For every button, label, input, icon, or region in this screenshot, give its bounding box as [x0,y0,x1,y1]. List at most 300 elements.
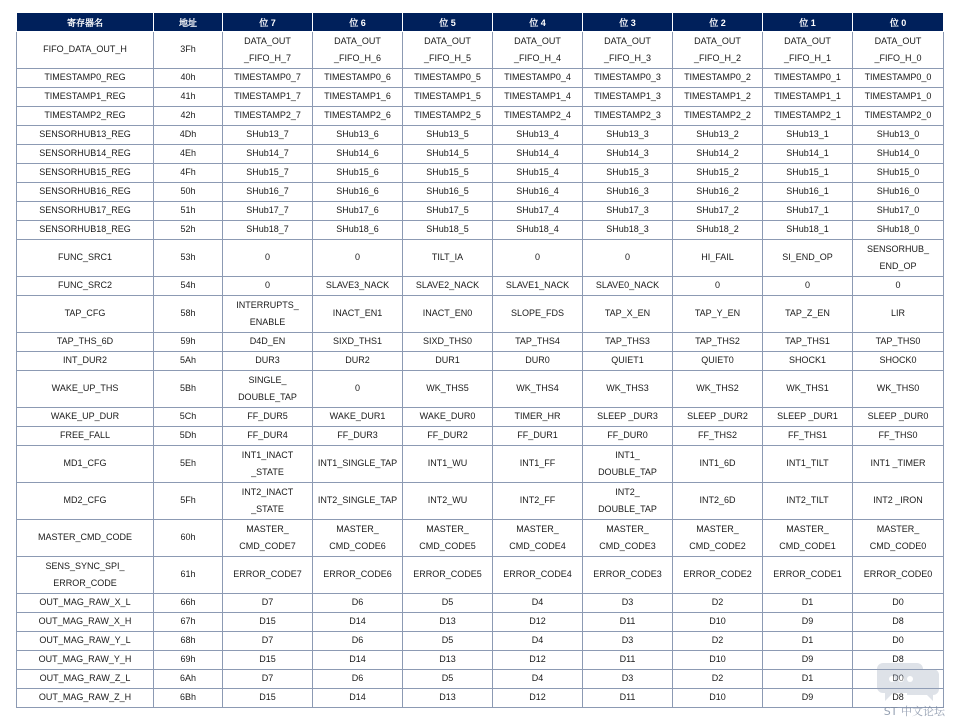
register-name-cell: TIMESTAMP0_REG [17,69,154,88]
bit-cell: TIMESTAMP0_6 [313,69,403,88]
bit-cell: SHub18_1 [763,221,853,240]
register-address-cell: 41h [154,88,223,107]
register-address-cell: 42h [154,107,223,126]
bit-cell: SI_END_OP [763,240,853,277]
register-name-cell: WAKE_UP_THS [17,371,154,408]
register-address-cell: 68h [154,632,223,651]
bit-cell: SLEEP _DUR0 [853,408,944,427]
bit-cell: SHub15_5 [403,164,493,183]
register-name-cell: INT_DUR2 [17,352,154,371]
bit-cell: ERROR_CODE5 [403,557,493,594]
bit-cell: ERROR_CODE4 [493,557,583,594]
bit-cell: TIMESTAMP1_2 [673,88,763,107]
bit-cell: D9 [763,689,853,708]
column-header: 位 0 [853,13,944,32]
register-table [16,13,944,708]
bit-cell: MASTER_ CMD_CODE7 [223,520,313,557]
register-address-cell: 51h [154,202,223,221]
bit-cell: D4 [493,670,583,689]
bit-cell: D3 [583,670,673,689]
bit-cell: INT1_TILT [763,446,853,483]
bit-cell: SHub15_7 [223,164,313,183]
bit-cell: TIMESTAMP2_5 [403,107,493,126]
column-header: 位 1 [763,13,853,32]
register-name-cell: MASTER_CMD_CODE [17,520,154,557]
bit-cell: 0 [313,240,403,277]
bit-cell: INT2_TILT [763,483,853,520]
register-name-cell: SENSORHUB14_REG [17,145,154,164]
column-header: 位 7 [223,13,313,32]
bit-cell: DATA_OUT _FIFO_H_0 [853,32,944,69]
table-row [17,145,944,164]
bit-cell: TIMESTAMP1_1 [763,88,853,107]
bit-cell: D6 [313,632,403,651]
register-name-cell: FUNC_SRC1 [17,240,154,277]
bit-cell: SHub18_5 [403,221,493,240]
bit-cell: INT1_FF [493,446,583,483]
bit-cell: HI_FAIL [673,240,763,277]
bit-cell: SENSORHUB_ END_OP [853,240,944,277]
register-name-cell: SENSORHUB18_REG [17,221,154,240]
bit-cell: TIMESTAMP2_3 [583,107,673,126]
table-row [17,183,944,202]
bit-cell: TILT_IA [403,240,493,277]
bit-cell: MASTER_ CMD_CODE5 [403,520,493,557]
bit-cell: SHub17_3 [583,202,673,221]
bit-cell: D7 [223,632,313,651]
bit-cell: SHub15_2 [673,164,763,183]
bit-cell: TIMESTAMP1_0 [853,88,944,107]
register-name-cell: TAP_THS_6D [17,333,154,352]
table-row [17,427,944,446]
register-address-cell: 6Bh [154,689,223,708]
bit-cell: SHub16_2 [673,183,763,202]
bit-cell: TIMESTAMP1_3 [583,88,673,107]
bit-cell: TIMESTAMP0_3 [583,69,673,88]
register-name-cell: SENSORHUB13_REG [17,126,154,145]
table-row [17,352,944,371]
bit-cell: D13 [403,651,493,670]
bit-cell: SHOCK0 [853,352,944,371]
bit-cell: ERROR_CODE1 [763,557,853,594]
bit-cell: SHub17_5 [403,202,493,221]
bit-cell: SLOPE_FDS [493,296,583,333]
bit-cell: MASTER_ CMD_CODE2 [673,520,763,557]
bit-cell: 0 [673,277,763,296]
bit-cell: SLEEP _DUR3 [583,408,673,427]
bit-cell: TAP_THS1 [763,333,853,352]
bit-cell: TIMESTAMP1_5 [403,88,493,107]
register-name-cell: OUT_MAG_RAW_X_L [17,594,154,613]
register-address-cell: 4Eh [154,145,223,164]
register-name-cell: TIMESTAMP1_REG [17,88,154,107]
register-name-cell: FREE_FALL [17,427,154,446]
register-name-cell: FIFO_DATA_OUT_H [17,32,154,69]
bit-cell: 0 [583,240,673,277]
bit-cell: FF_DUR3 [313,427,403,446]
bit-cell: TAP_THS4 [493,333,583,352]
bit-cell: 0 [313,371,403,408]
bit-cell: SHub18_2 [673,221,763,240]
bit-cell: D7 [223,594,313,613]
table-row [17,107,944,126]
bit-cell: SHub17_4 [493,202,583,221]
bit-cell: SHub14_6 [313,145,403,164]
bit-cell: SHub16_5 [403,183,493,202]
register-address-cell: 6Ah [154,670,223,689]
register-name-cell: OUT_MAG_RAW_Y_H [17,651,154,670]
table-row [17,69,944,88]
bit-cell: LIR [853,296,944,333]
register-address-cell: 5Fh [154,483,223,520]
bit-cell: FF_DUR4 [223,427,313,446]
bit-cell: SHub17_2 [673,202,763,221]
register-address-cell: 4Fh [154,164,223,183]
table-header-row [17,13,944,32]
bit-cell: INT1_6D [673,446,763,483]
table-row [17,296,944,333]
table-row [17,446,944,483]
bit-cell: SHub17_7 [223,202,313,221]
bit-cell: ERROR_CODE3 [583,557,673,594]
register-name-cell: WAKE_UP_DUR [17,408,154,427]
table-row [17,408,944,427]
bit-cell: D12 [493,689,583,708]
register-address-cell: 5Bh [154,371,223,408]
bit-cell: WK_THS4 [493,371,583,408]
bit-cell: MASTER_ CMD_CODE1 [763,520,853,557]
bit-cell: D3 [583,594,673,613]
bit-cell: TIMER_HR [493,408,583,427]
bit-cell: TIMESTAMP1_7 [223,88,313,107]
register-address-cell: 66h [154,594,223,613]
column-header: 位 4 [493,13,583,32]
table-row [17,557,944,594]
bit-cell: D12 [493,651,583,670]
bit-cell: INT2_WU [403,483,493,520]
bit-cell: INT2_FF [493,483,583,520]
bit-cell: SHub18_0 [853,221,944,240]
bit-cell: TIMESTAMP0_1 [763,69,853,88]
table-row [17,371,944,408]
bit-cell: SLEEP _DUR2 [673,408,763,427]
bit-cell: D8 [853,651,944,670]
bit-cell: SLAVE1_NACK [493,277,583,296]
bit-cell: INT1_INACT _STATE [223,446,313,483]
bit-cell: DUR2 [313,352,403,371]
bit-cell: TIMESTAMP1_4 [493,88,583,107]
bit-cell: FF_THS0 [853,427,944,446]
bit-cell: D8 [853,689,944,708]
bit-cell: SHub14_7 [223,145,313,164]
bit-cell: SHub13_1 [763,126,853,145]
bit-cell: TAP_Z_EN [763,296,853,333]
bit-cell: MASTER_ CMD_CODE6 [313,520,403,557]
bit-cell: SIXD_THS0 [403,333,493,352]
bit-cell: D14 [313,689,403,708]
bit-cell: FF_DUR5 [223,408,313,427]
register-address-cell: 5Ch [154,408,223,427]
bit-cell: TAP_THS2 [673,333,763,352]
bit-cell: ERROR_CODE6 [313,557,403,594]
bit-cell: SHub17_6 [313,202,403,221]
bit-cell: INT2_INACT _STATE [223,483,313,520]
bit-cell: DATA_OUT _FIFO_H_6 [313,32,403,69]
bit-cell: D2 [673,670,763,689]
bit-cell: D5 [403,632,493,651]
table-row [17,651,944,670]
bit-cell: SHub17_0 [853,202,944,221]
bit-cell: TIMESTAMP0_5 [403,69,493,88]
bit-cell: TIMESTAMP0_0 [853,69,944,88]
bit-cell: SHOCK1 [763,352,853,371]
bit-cell: SHub17_1 [763,202,853,221]
bit-cell: SHub14_2 [673,145,763,164]
bit-cell: SHub16_6 [313,183,403,202]
table-row [17,520,944,557]
table-row [17,126,944,145]
bit-cell: FF_DUR1 [493,427,583,446]
table-row [17,632,944,651]
table-row [17,277,944,296]
bit-cell: D10 [673,689,763,708]
bit-cell: TIMESTAMP1_6 [313,88,403,107]
bit-cell: SHub13_0 [853,126,944,145]
bit-cell: DUR1 [403,352,493,371]
bit-cell: INACT_EN1 [313,296,403,333]
table-row [17,594,944,613]
register-address-cell: 5Dh [154,427,223,446]
bit-cell: SHub13_6 [313,126,403,145]
register-name-cell: OUT_MAG_RAW_Y_L [17,632,154,651]
bit-cell: TAP_THS3 [583,333,673,352]
table-body [17,32,944,708]
register-address-cell: 60h [154,520,223,557]
table-row [17,333,944,352]
register-address-cell: 67h [154,613,223,632]
table-row [17,88,944,107]
register-name-cell: SENSORHUB17_REG [17,202,154,221]
bit-cell: SHub14_5 [403,145,493,164]
bit-cell: QUIET0 [673,352,763,371]
bit-cell: SHub16_7 [223,183,313,202]
bit-cell: D12 [493,613,583,632]
register-name-cell: TAP_CFG [17,296,154,333]
bit-cell: SHub14_4 [493,145,583,164]
bit-cell: MASTER_ CMD_CODE3 [583,520,673,557]
bit-cell: SHub15_4 [493,164,583,183]
register-address-cell: 40h [154,69,223,88]
bit-cell: DATA_OUT _FIFO_H_1 [763,32,853,69]
bit-cell: TIMESTAMP0_7 [223,69,313,88]
bit-cell: DATA_OUT _FIFO_H_7 [223,32,313,69]
register-address-cell: 59h [154,333,223,352]
column-header: 位 6 [313,13,403,32]
bit-cell: D5 [403,670,493,689]
bit-cell: D13 [403,689,493,708]
bit-cell: 0 [493,240,583,277]
bit-cell: 0 [853,277,944,296]
bit-cell: INTERRUPTS_ ENABLE [223,296,313,333]
bit-cell: SHub18_4 [493,221,583,240]
table-row [17,202,944,221]
bit-cell: SHub18_3 [583,221,673,240]
bit-cell: FF_DUR2 [403,427,493,446]
register-address-cell: 50h [154,183,223,202]
bit-cell: D4D_EN [223,333,313,352]
bit-cell: D13 [403,613,493,632]
bit-cell: INT1 _TIMER [853,446,944,483]
bit-cell: D4 [493,594,583,613]
bit-cell: WK_THS0 [853,371,944,408]
bit-cell: TAP_Y_EN [673,296,763,333]
register-name-cell: MD2_CFG [17,483,154,520]
bit-cell: TIMESTAMP2_0 [853,107,944,126]
bit-cell: DUR3 [223,352,313,371]
bit-cell: SLAVE2_NACK [403,277,493,296]
register-address-cell: 3Fh [154,32,223,69]
column-header: 位 5 [403,13,493,32]
bit-cell: MASTER_ CMD_CODE0 [853,520,944,557]
bit-cell: SINGLE_ DOUBLE_TAP [223,371,313,408]
bit-cell: 0 [763,277,853,296]
bit-cell: INT2_6D [673,483,763,520]
bit-cell: D15 [223,689,313,708]
bit-cell: INT2 _IRON [853,483,944,520]
bit-cell: WAKE_DUR1 [313,408,403,427]
bit-cell: SHub16_3 [583,183,673,202]
bit-cell: INT1_SINGLE_TAP [313,446,403,483]
bit-cell: D11 [583,651,673,670]
bit-cell: TIMESTAMP2_2 [673,107,763,126]
bit-cell: D0 [853,670,944,689]
register-name-cell: SENSORHUB16_REG [17,183,154,202]
bit-cell: TIMESTAMP2_7 [223,107,313,126]
bit-cell: D6 [313,670,403,689]
table-row [17,240,944,277]
bit-cell: SIXD_THS1 [313,333,403,352]
table-row [17,689,944,708]
bit-cell: D1 [763,670,853,689]
bit-cell: D15 [223,651,313,670]
register-address-cell: 5Ah [154,352,223,371]
column-header: 位 2 [673,13,763,32]
register-name-cell: SENS_SYNC_SPI_ ERROR_CODE [17,557,154,594]
bit-cell: DATA_OUT _FIFO_H_2 [673,32,763,69]
bit-cell: SHub13_7 [223,126,313,145]
bit-cell: SLAVE3_NACK [313,277,403,296]
register-address-cell: 58h [154,296,223,333]
bit-cell: WK_THS2 [673,371,763,408]
bit-cell: FF_THS2 [673,427,763,446]
bit-cell: MASTER_ CMD_CODE4 [493,520,583,557]
bit-cell: TIMESTAMP0_4 [493,69,583,88]
column-header: 地址 [154,13,223,32]
bit-cell: SHub15_6 [313,164,403,183]
bit-cell: TAP_X_EN [583,296,673,333]
table-row [17,483,944,520]
register-address-cell: 4Dh [154,126,223,145]
bit-cell: TAP_THS0 [853,333,944,352]
bit-cell: TIMESTAMP0_2 [673,69,763,88]
bit-cell: D2 [673,632,763,651]
bit-cell: TIMESTAMP2_4 [493,107,583,126]
bit-cell: DUR0 [493,352,583,371]
bit-cell: D11 [583,689,673,708]
table-row [17,164,944,183]
bit-cell: D0 [853,594,944,613]
table-row [17,670,944,689]
bit-cell: SHub14_1 [763,145,853,164]
bit-cell: D9 [763,613,853,632]
table-row [17,32,944,69]
bit-cell: INACT_EN0 [403,296,493,333]
bit-cell: WK_THS5 [403,371,493,408]
bit-cell: SHub16_0 [853,183,944,202]
bit-cell: SLEEP _DUR1 [763,408,853,427]
register-address-cell: 5Eh [154,446,223,483]
bit-cell: SHub15_0 [853,164,944,183]
register-address-cell: 53h [154,240,223,277]
bit-cell: D4 [493,632,583,651]
bit-cell: D3 [583,632,673,651]
bit-cell: D10 [673,613,763,632]
register-name-cell: FUNC_SRC2 [17,277,154,296]
bit-cell: D6 [313,594,403,613]
register-name-cell: OUT_MAG_RAW_Z_H [17,689,154,708]
bit-cell: SHub15_1 [763,164,853,183]
bit-cell: WAKE_DUR0 [403,408,493,427]
bit-cell: SHub18_6 [313,221,403,240]
bit-cell: SHub14_3 [583,145,673,164]
bit-cell: ERROR_CODE2 [673,557,763,594]
register-address-cell: 52h [154,221,223,240]
bit-cell: 0 [223,240,313,277]
bit-cell: TIMESTAMP2_1 [763,107,853,126]
bit-cell: ERROR_CODE7 [223,557,313,594]
bit-cell: D8 [853,613,944,632]
register-name-cell: TIMESTAMP2_REG [17,107,154,126]
bit-cell: D10 [673,651,763,670]
bit-cell: D15 [223,613,313,632]
bit-cell: WK_THS3 [583,371,673,408]
bit-cell: FF_THS1 [763,427,853,446]
bit-cell: INT2_SINGLE_TAP [313,483,403,520]
column-header: 位 3 [583,13,673,32]
bit-cell: SHub13_4 [493,126,583,145]
bit-cell: SHub16_1 [763,183,853,202]
register-name-cell: SENSORHUB15_REG [17,164,154,183]
watermark-text: ST 中文论坛 [883,705,945,718]
bit-cell: INT2_ DOUBLE_TAP [583,483,673,520]
register-address-cell: 54h [154,277,223,296]
bit-cell: FF_DUR0 [583,427,673,446]
bit-cell: D1 [763,594,853,613]
bit-cell: D1 [763,632,853,651]
register-name-cell: OUT_MAG_RAW_X_H [17,613,154,632]
table-row [17,221,944,240]
bit-cell: INT1_WU [403,446,493,483]
bit-cell: SHub13_5 [403,126,493,145]
bit-cell: TIMESTAMP2_6 [313,107,403,126]
bit-cell: DATA_OUT _FIFO_H_3 [583,32,673,69]
register-address-cell: 69h [154,651,223,670]
bit-cell: DATA_OUT _FIFO_H_5 [403,32,493,69]
bit-cell: SHub14_0 [853,145,944,164]
bit-cell: SHub18_7 [223,221,313,240]
bit-cell: D7 [223,670,313,689]
bit-cell: SHub13_3 [583,126,673,145]
